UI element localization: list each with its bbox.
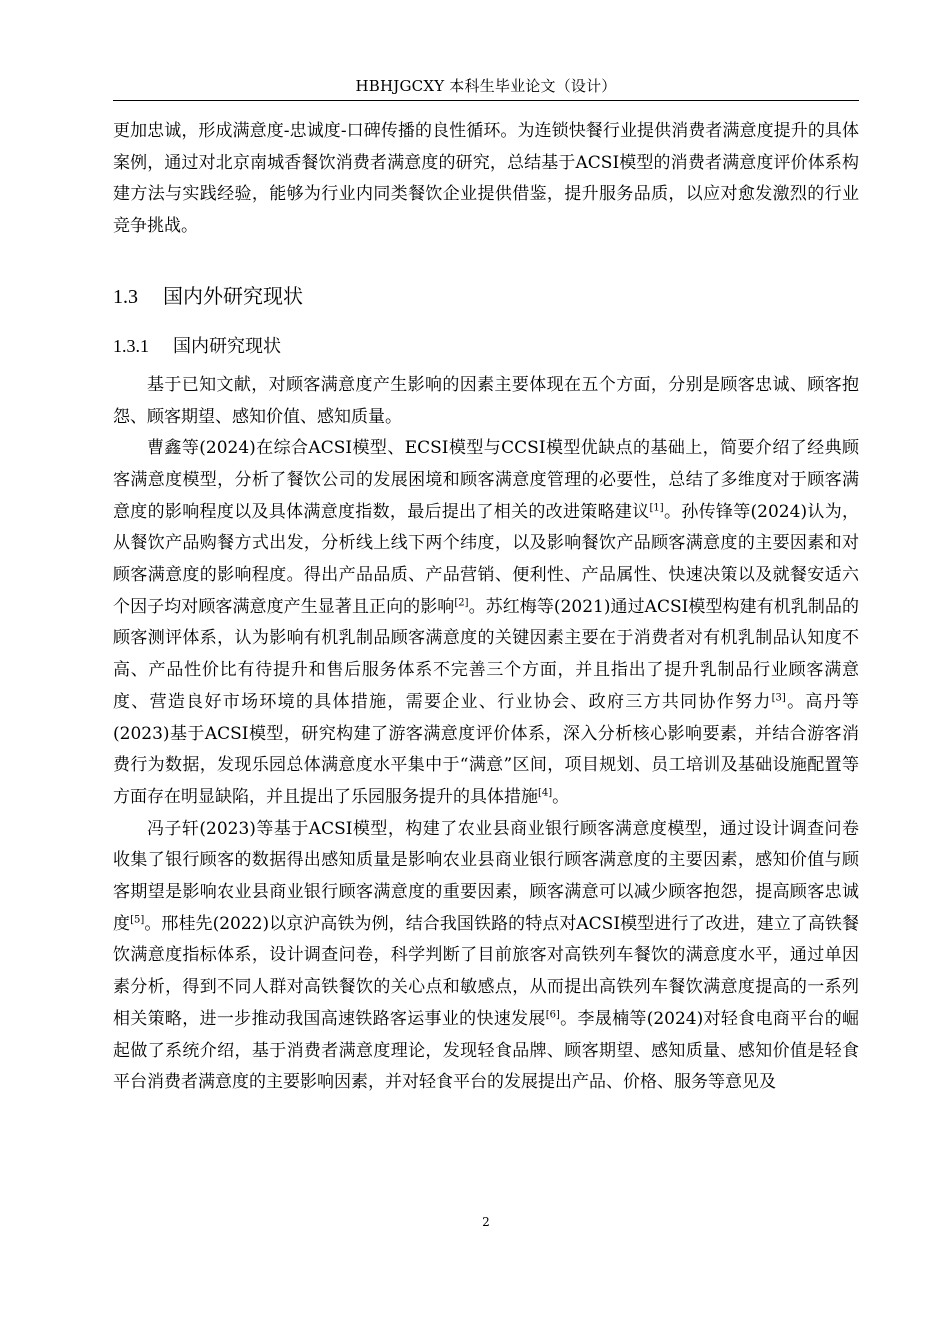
page-number: 2: [482, 1215, 490, 1229]
section-heading-1-3: [113, 282, 859, 311]
citation-ref: [1]: [649, 501, 664, 513]
running-header: HBHJGCXY 本科生毕业论文（设计）: [355, 77, 617, 95]
page-body: [113, 116, 859, 1099]
citation-ref: [4]: [538, 787, 553, 799]
subsection-heading-1-3-1: [113, 333, 859, 360]
subsection-number: 1.3.1: [113, 335, 149, 356]
text-segment: 冯子轩(2023)等基于ACSI模型，构建了农业县商业银行顾客满意度模型，通过设计调查问卷收集了银行顾客的数据得出感知质量是影响农业县商业银行顾客满意度的主要因素，感知价值与顾客期望是影响农业县商业银行顾客满意度的重要因素，顾客满意可以减少顾客抱怨，提高顾客忠诚度: [113, 818, 859, 934]
text-segment: 。高丹等(2023)基于ACSI模型，研究构建了游客满意度评价体系，深入分析核心影响要素，并结合游客消费行为数据，发现乐园总体满意度水平集中于“满意”区间，项目规划、员工培训及基础设施配置等方面存在明显缺陷，并且提出了乐园服务提升的具体措施: [113, 691, 860, 807]
text-segment: 。孙传锋等(2024)认为，从餐饮产品购餐方式出发，分析线上线下两个纬度，以及影响餐饮产品顾客满意度的主要因素和对顾客满意度的影响程度。得出产品品质、产品营销、便利性、产品属性、快速决策以及就餐安适六个因子均对顾客满意度产生显著且正向的影响: [113, 501, 859, 617]
subsection-title: 国内研究现状: [173, 335, 281, 357]
paragraph-factors: 基于已知文献，对顾客满意度产生影响的因素主要体现在五个方面，分别是顾客忠诚、顾客抱怨、顾客期望、感知价值、感知质量。: [113, 374, 859, 427]
text-segment: 。邢桂先(2022)以京沪高铁为例，结合我国铁路的特点对ACSI模型进行了改进，建立了高铁餐饮满意度指标体系，设计调查问卷，科学判断了目前旅客对高铁列车餐饮的满意度水平，通过单因素分析，得到不同人群对高铁餐饮的关心点和敏感点，从而提出高铁列车餐饮满意度提高的一系列相关策略，进一步推动我国高速铁路客运事业的快速发展: [113, 913, 859, 1029]
citation-ref: [6]: [545, 1009, 560, 1021]
text-segment: 。: [552, 786, 570, 807]
section-number: 1.3: [113, 285, 138, 308]
citation-ref: [3]: [771, 692, 786, 704]
header-rule: [113, 100, 859, 101]
paragraph-literature-1: [113, 433, 859, 813]
document-page: [113, 0, 859, 1344]
text-segment: 曹鑫等(2024)在综合ACSI模型、ECSI模型与CCSI模型优缺点的基础上，简要介绍了经典顾客满意度模型，分析了餐饮公司的发展困境和顾客满意度管理的必要性，总结了多维度对于顾客满意度的影响程度以及具体满意度指数，最后提出了相关的改进策略建议: [113, 438, 859, 522]
citation-ref: [2]: [454, 597, 469, 609]
text-segment: 。李晟楠等(2024)对轻食电商平台的崛起做了系统介绍，基于消费者满意度理论，发现轻食品牌、顾客期望、感知质量、感知价值是轻食平台消费者满意度的主要影响因素，并对轻食平台的发展提出产品、价格、服务等意见及: [113, 1008, 859, 1093]
paragraph-literature-2: [113, 814, 859, 1099]
section-title: 国内外研究现状: [163, 283, 303, 308]
intro-paragraph: 更加忠诚，形成满意度-忠诚度-口碑传播的良性循环。为连锁快餐行业提供消费者满意度提升的具体案例，通过对北京南城香餐饮消费者满意度的研究，总结基于ACSI模型的消费者满意度评价体系构建方法与实践经验，能够为行业内同类餐饮企业提供借鉴，提升服务品质，以应对愈发激烈的行业竞争挑战。: [113, 121, 859, 237]
citation-ref: [5]: [130, 914, 145, 926]
text-segment: 。苏红梅等(2021)通过ACSI模型构建有机乳制品的顾客测评体系，认为影响有机乳制品顾客满意度的关键因素主要在于消费者对有机乳制品认知度不高、产品性价比有待提升和售后服务体系不完善三个方面，并且指出了提升乳制品行业顾客满意度、营造良好市场环境的具体措施，需要企业、行业协会、政府三方共同协作努力: [113, 596, 859, 712]
